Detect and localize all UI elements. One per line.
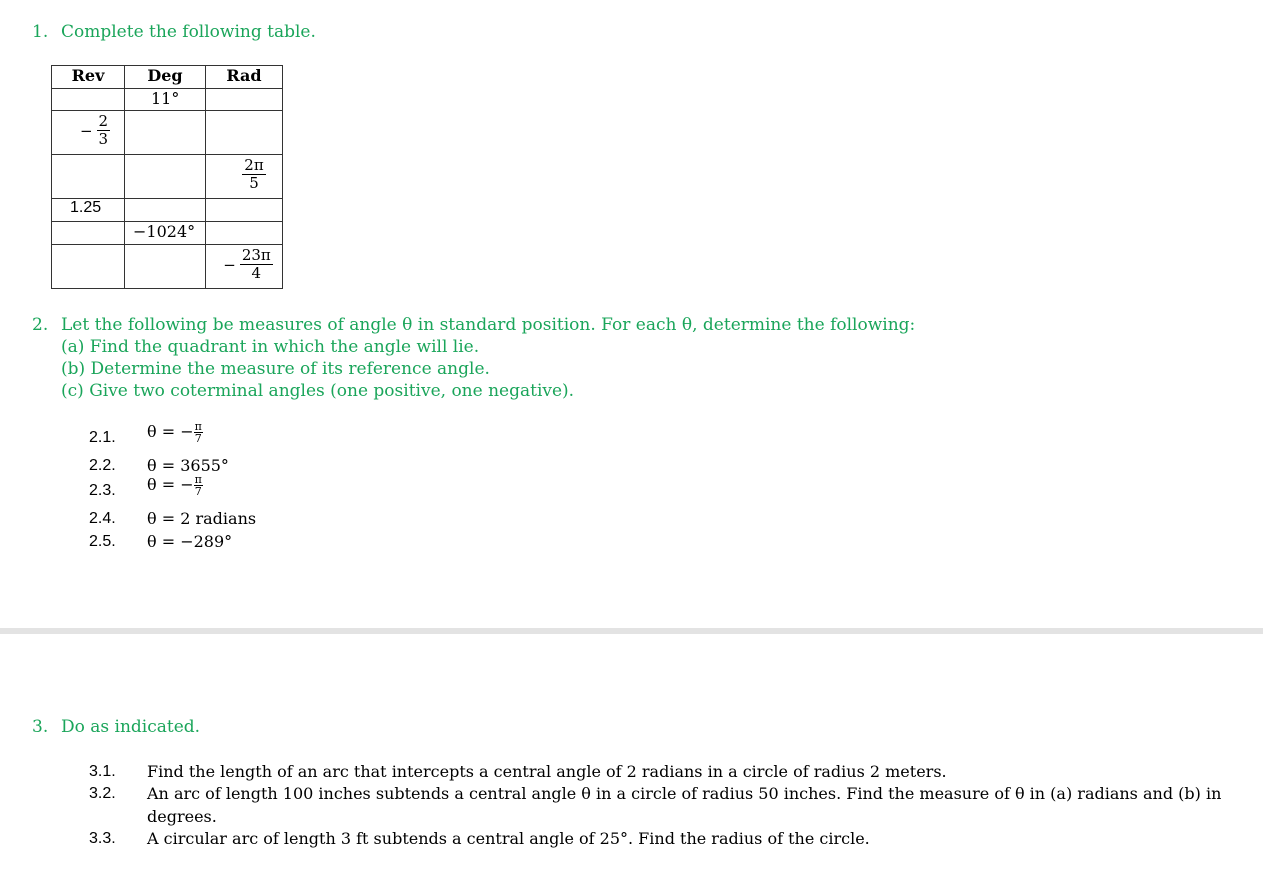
cell-rev: 1.25 xyxy=(52,199,125,222)
q2-item-value: θ = 2 radians xyxy=(147,509,257,528)
q2-item-label: 2.1. xyxy=(89,429,116,446)
cell-deg xyxy=(125,155,206,199)
table-row xyxy=(52,111,283,155)
q3-item-label: 3.3. xyxy=(89,830,116,847)
cell-deg xyxy=(125,111,206,155)
cell-rev xyxy=(52,155,125,199)
cell-rad xyxy=(206,111,283,155)
cell-rad xyxy=(206,222,283,245)
header-deg: Deg xyxy=(125,66,206,89)
q2-item-value: θ = − $\frac{\pi}{7}$ xyxy=(147,420,202,445)
q2-item-label: 2.3. xyxy=(89,482,116,499)
q2-part-c: (c) Give two coterminal angles (one positive, one negative). xyxy=(61,381,575,401)
cell-rad xyxy=(206,89,283,111)
cell-rad xyxy=(206,199,283,222)
q3-item-text: Find the length of an arc that intercepts a central angle of 2 radians in a circle of radius 2 meters. xyxy=(147,762,947,781)
cell-deg: 11° xyxy=(125,89,206,111)
cell-rad xyxy=(206,155,283,199)
angle-table xyxy=(51,65,283,289)
cell-rev xyxy=(52,111,125,155)
q3-item-text: A circular arc of length 3 ft subtends a central angle of 25°. Find the radius of the circle. xyxy=(147,829,870,848)
cell-deg xyxy=(125,245,206,289)
table-row xyxy=(52,222,283,245)
cell-deg: −1024° xyxy=(125,222,206,245)
table-header-row xyxy=(52,66,283,89)
q2-intro: Let the following be measures of angle θ in standard position. For each θ, determine the following: xyxy=(61,315,916,335)
q2-number: 2. xyxy=(32,315,49,335)
rev-fraction: − $\frac{2}{3}$ xyxy=(79,112,109,148)
q2-item-value: θ = 3655° xyxy=(147,456,229,475)
pi-fraction: $\frac{\pi}{7}$ xyxy=(194,473,202,498)
cell-rad xyxy=(206,245,283,289)
rad-fraction: − $\frac{23\pi}{4}$ xyxy=(223,246,271,282)
q2-item-value: θ = −289° xyxy=(147,532,233,551)
q2-part-a: (a) Find the quadrant in which the angle will lie. xyxy=(61,337,480,357)
q3-item-text-cont: degrees. xyxy=(147,807,217,826)
pi-fraction: $\frac{\pi}{7}$ xyxy=(194,420,202,445)
header-rev: Rev xyxy=(52,66,125,89)
rad-fraction: 2π 5 xyxy=(244,156,264,192)
q3-text: Do as indicated. xyxy=(61,717,201,737)
header-rad: Rad xyxy=(206,66,283,89)
table-row xyxy=(52,199,283,222)
q1-number: 1. xyxy=(32,22,49,42)
q3-item-label: 3.2. xyxy=(89,785,116,802)
cell-rev xyxy=(52,89,125,111)
q3-number: 3. xyxy=(32,717,49,737)
q3-item-label: 3.1. xyxy=(89,763,116,780)
q2-item-label: 2.2. xyxy=(89,457,116,474)
table-row xyxy=(52,155,283,199)
q2-item-label: 2.4. xyxy=(89,510,116,527)
q3-item-text: An arc of length 100 inches subtends a central angle θ in a circle of radius 50 inches. Find the measure of θ in (a) radians and (b) in xyxy=(147,784,1222,803)
cell-rev xyxy=(52,245,125,289)
cell-deg xyxy=(125,199,206,222)
q2-item-value: θ = − $\frac{\pi}{7}$ xyxy=(147,473,202,498)
q2-item-label: 2.5. xyxy=(89,533,116,550)
q2-part-b: (b) Determine the measure of its reference angle. xyxy=(61,359,490,379)
table-row xyxy=(52,245,283,289)
cell-rev xyxy=(52,222,125,245)
section-divider xyxy=(0,628,1263,634)
q1-text: Complete the following table. xyxy=(61,22,316,42)
table-row xyxy=(52,89,283,111)
